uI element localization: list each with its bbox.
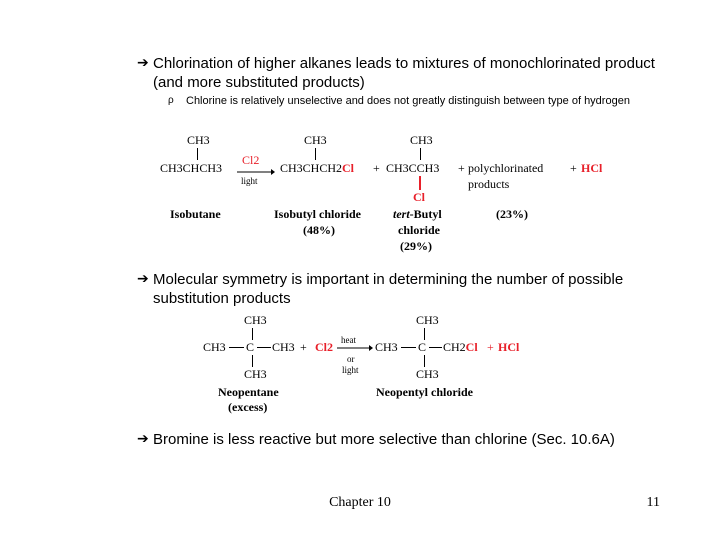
product2-bond-bottom [424,355,425,367]
pct-polychlorinated: (23%) [496,207,528,221]
name-isobutyl-chloride: Isobutyl chloride [274,207,362,221]
reactant-top-ch3: CH3 [187,133,210,147]
condition-light: light [342,365,359,375]
plus-sign: + [487,340,494,354]
reagent2-cl2: Cl2 [315,340,333,354]
footer-page-number: 11 [646,495,660,510]
product2-left-ch3: CH3 [375,340,398,354]
product-hcl: HCl [498,340,520,354]
condition-light: light [241,176,258,186]
reactant2-bond-right [257,347,271,348]
product2-center-c: C [418,340,427,354]
reactant2-top-ch3: CH3 [244,313,267,327]
product2-top-ch3: CH3 [416,313,439,327]
plus-sign: + [373,161,380,175]
name-neopentane: Neopentane [218,385,279,399]
sub-bullet-marker: ρ [168,95,174,106]
arrow-bullet-icon: ➔ [137,55,149,71]
reactant2-right-ch3: CH3 [272,340,295,354]
plus-sign: + [570,161,577,175]
product2-top-ch3: CH3 [410,133,433,147]
reaction-arrow-icon [337,344,373,352]
name-tert-butyl-chloride: chloride [398,223,440,237]
name-tert-butyl: tert-Butyl [393,207,442,221]
arrow-bullet-icon: ➔ [137,271,149,287]
pct-isobutyl-chloride: (48%) [303,223,335,237]
product1-formula: CH3CHCH2Cl [280,161,355,175]
reactant-bond [197,148,198,160]
product2-bond-right [429,347,442,348]
reactant2-bottom-ch3: CH3 [244,367,267,381]
footer-chapter: Chapter 10 [329,495,391,510]
bullet-chlorination [137,54,657,92]
reactant2-bond-left [229,347,244,348]
product3-line1: polychlorinated [468,161,544,175]
condition-heat: heat [341,335,356,345]
bullet-text: Molecular symmetry is important in determining the number of possible substitution products [153,271,624,307]
product2-bond-left [401,347,416,348]
product2-bond-top [424,328,425,340]
arrow-bullet-icon: ➔ [137,431,149,447]
reactant-formula: CH3CHCH3 [160,161,223,175]
reagent-cl2: Cl2 [242,153,260,167]
plus-sign: + [458,161,465,175]
reactant2-bond-top [252,328,253,340]
reactant2-center-c: C [246,340,255,354]
sub-bullet-text: Chlorine is relatively unselective and does not greatly distinguish between type of hydrogen [186,95,630,107]
reactant2-bond-bottom [252,355,253,367]
product2-formula: CH3CCH3 [386,161,440,175]
product2-bottom-ch3: CH3 [416,367,439,381]
name-neopentyl-chloride: Neopentyl chloride [376,385,473,399]
condition-or: or [347,354,355,364]
product3-line2: products [468,177,510,191]
product2-cl: Cl [413,190,425,204]
product2-right-group: CH2Cl [443,340,478,354]
product2-bond-top [420,148,421,160]
product1-bond [315,148,316,160]
name-excess: (excess) [228,400,268,414]
bullet-text: Chlorination of higher alkanes leads to mixtures of monochlorinated product (and more substituted products) [153,55,655,91]
bullet-bromine [137,430,657,449]
product-hcl: HCl [581,161,603,175]
plus-sign: + [300,340,307,354]
pct-tert-butyl-chloride: (29%) [400,239,432,253]
reactant2-left-ch3: CH3 [203,340,226,354]
bullet-text: Bromine is less reactive but more selective than chlorine (Sec. 10.6A) [153,431,615,448]
sub-bullet-chlorine [168,94,668,108]
bullet-symmetry [137,270,657,308]
product1-top-ch3: CH3 [304,133,327,147]
name-isobutane: Isobutane [170,207,221,221]
product2-bond-cl [419,176,421,190]
